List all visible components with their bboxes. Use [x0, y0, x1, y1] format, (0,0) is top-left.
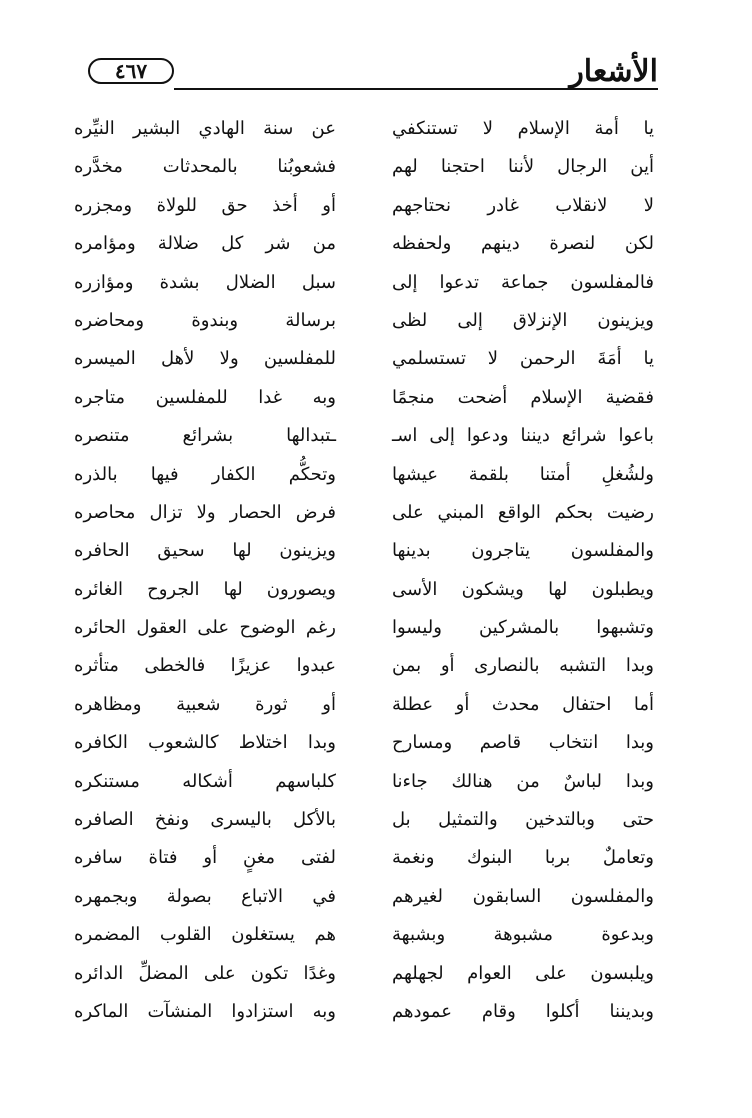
verse-line: لا لانقلاب غادر نحتاجهم [392, 194, 654, 216]
verse-line: ويلبسون على العوام لجهلهم [392, 962, 654, 984]
verse-line: أما احتفال محدث أو عطلة [392, 693, 654, 715]
verse-line: رغم الوضوح على العقول الحائره [74, 617, 336, 639]
verse-line: وتعاملٌ بربا البنوك ونغمة [392, 847, 654, 869]
verse-line: يا أمة الإسلام لا تستنكفي [392, 118, 654, 139]
verse-line: برسالة وبندوة ومحاضره [74, 309, 336, 331]
verse-line: وغدًا تكون على المضلِّ الدائره [74, 962, 336, 984]
verse-line: والمفلسون السابقون لغيرهم [392, 885, 654, 907]
verse-line: والمفلسون يتاجرون بدينها [392, 540, 654, 562]
verse-line: ويزينون الإنزلاق إلى لظى [392, 309, 654, 331]
verse-line: يا أمَةَ الرحمن لا تستسلمي [392, 348, 654, 370]
verse-line: ـتبدالها بشرائع متنصره [74, 425, 336, 447]
page-title: الأشعار [569, 54, 658, 89]
poem-column-right [392, 110, 654, 1031]
verse-line: باعوا شرائع ديننا ودعوا إلى اسـ [392, 425, 654, 447]
verse-line: بالأكل باليسرى ونفخ الصافره [74, 809, 336, 831]
verse-line: وتحكُّم الكفار فيها بالذره [74, 463, 336, 485]
verse-line: وبه استزادوا المنشآت الماكره [74, 1000, 336, 1022]
verse-line: سبل الضلال بشدة ومؤازره [74, 271, 336, 293]
verse-line: ويزينون لها سحيق الحافره [74, 540, 336, 562]
verse-line: أو ثورة شعبية ومظاهره [74, 693, 336, 715]
verse-line: وتشبهوا بالمشركين وليسوا [392, 617, 654, 639]
verse-line: عبدوا عزيزًا فالخطى متأثره [74, 655, 336, 677]
verse-line: عن سنة الهادي البشير النيِّره [74, 118, 336, 139]
poem-column-left [74, 110, 336, 1031]
verse-line: أو أخذ حق للولاة ومجزره [74, 194, 336, 216]
verse-line: فقضية الإسلام أضحت منجمًا [392, 386, 654, 408]
verse-line: من شر كل ضلالة ومؤامره [74, 233, 336, 255]
verse-line: وبديننا أكلوا وقام عمودهم [392, 1000, 654, 1022]
verse-line: حتى وبالتدخين والتمثيل بل [392, 809, 654, 831]
verse-line: فشعوبُنا بالمحدثات مخدَّره [74, 156, 336, 178]
verse-line: للمفلسين ولا لأهل الميسره [74, 348, 336, 370]
page-header [88, 54, 658, 94]
verse-line: وبدا انتخاب قاصم ومسارح [392, 732, 654, 754]
verse-line: ويطبلون لها ويشكون الأسى [392, 578, 654, 600]
verse-line: وبدا اختلاط كالشعوب الكافره [74, 732, 336, 754]
verse-line: ولشُغلِ أمتنا بلقمة عيشها [392, 463, 654, 485]
verse-line: كلباسهم أشكاله مستنكره [74, 770, 336, 792]
verse-line: ويصورون لها الجروح الغائره [74, 578, 336, 600]
verse-line: لكن لنصرة دينهم ولحفظه [392, 233, 654, 255]
verse-line: رضيت بحكم الواقع المبني على [392, 501, 654, 523]
page-number-badge: ٤٦٧ [88, 58, 174, 84]
verse-line: وبه غدا للمفلسين متاجره [74, 386, 336, 408]
verse-line: وبدعوة مشبوهة وبشبهة [392, 924, 654, 946]
header-rule [174, 88, 658, 90]
verse-line: وبدا لباسٌ من هنالك جاءنا [392, 770, 654, 792]
verse-line: أين الرجال لأننا احتجنا لهم [392, 156, 654, 178]
verse-line: وبدا التشبه بالنصارى أو بمن [392, 655, 654, 677]
verse-line: فرض الحصار ولا تزال محاصره [74, 501, 336, 523]
verse-line: فالمفلسون جماعة تدعوا إلى [392, 271, 654, 293]
verse-line: في الاتباع بصولة وبجمهره [74, 885, 336, 907]
verse-line: لفتى مغنٍ أو فتاة سافره [74, 847, 336, 869]
verse-line: هم يستغلون القلوب المضمره [74, 924, 336, 946]
